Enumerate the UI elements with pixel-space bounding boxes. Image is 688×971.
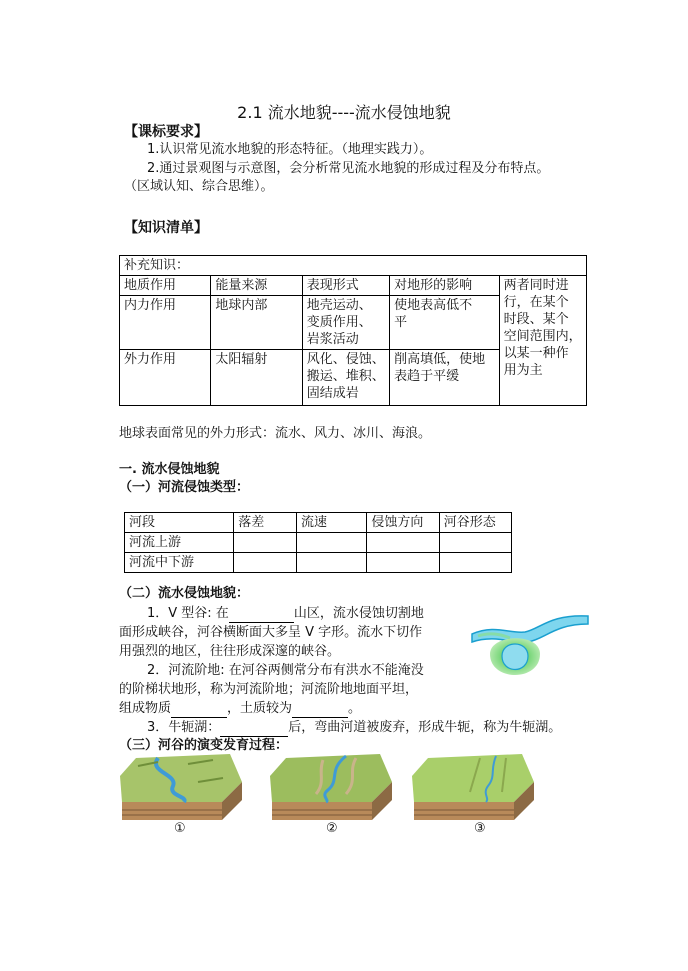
requirement-1: 1.认识常见流水地貌的形态特征。（地理实践力）。 (147, 142, 433, 157)
blank-field[interactable] (220, 722, 288, 737)
table-caption: 补充知识： (120, 256, 587, 276)
erosion-types-table (124, 512, 512, 573)
header-cell: 地质作用 (120, 276, 211, 296)
table-row: 内力作用 地球内部 地壳运动、 变质作用、 岩浆活动 使地表高低不 平 (120, 296, 587, 350)
table-row: 河流上游 (125, 533, 512, 553)
valley-stage-1-image (118, 752, 243, 822)
header-cell: 表现形式 (302, 276, 389, 296)
v-valley-line-2: 面形成峡谷，河谷横断面大多呈 V 字形。流水下切作 (119, 625, 423, 640)
terrace-line-1: 2．河流阶地: 在河谷两侧常分布有洪水不能淹没 (147, 663, 424, 678)
figure-label-2: ② (326, 821, 338, 836)
table-row: 外力作用 太阳辐射 风化、侵蚀、 搬运、堆积、 固结成岩 削高填低，使地 表趋于平缓 (120, 350, 587, 406)
erosion-types-heading: （一）河流侵蚀类型： (119, 480, 250, 495)
header-cell: 对地形的影响 (390, 276, 499, 296)
supplementary-knowledge-table (119, 255, 587, 406)
course-requirements-heading: 【课标要求】 (124, 124, 208, 140)
v-valley-line-3: 用强烈的地区，往往形成深邃的峡谷。 (119, 644, 341, 659)
valley-stage-3-image (410, 752, 535, 822)
header-cell: 能量来源 (211, 276, 302, 296)
answer-cell[interactable] (297, 553, 367, 573)
blank-field[interactable] (171, 703, 227, 718)
header-cell: 侵蚀方向 (367, 513, 439, 533)
erosion-landforms-heading: （二）流水侵蚀地貌： (119, 586, 250, 601)
header-cell: 河段 (125, 513, 234, 533)
knowledge-list-heading: 【知识清单】 (124, 220, 208, 236)
external-forces-text: 地球表面常见的外力形式：流水、风力、冰川、海浪。 (119, 426, 432, 441)
oxbow-line: 3．牛轭湖： 后，弯曲河道被废弃，形成牛轭，称为牛轭湖。 (147, 720, 562, 735)
page-title: 2.1 流水地貌----流水侵蚀地貌 (237, 103, 451, 122)
answer-cell[interactable] (367, 553, 439, 573)
answer-cell[interactable] (234, 533, 297, 553)
requirement-2: 2.通过景观图与示意图，会分析常见流水地貌的形成过程及分布特点。 (147, 161, 550, 176)
table-row: 河流中下游 (125, 553, 512, 573)
blank-field[interactable] (292, 703, 348, 718)
answer-cell[interactable] (234, 553, 297, 573)
header-cell: 流速 (297, 513, 367, 533)
answer-cell[interactable] (297, 533, 367, 553)
terrace-line-2: 的阶梯状地形，称为河流阶地；河流阶地地面平坦， (119, 682, 419, 697)
header-cell: 河谷形态 (439, 513, 511, 533)
side-note: 两者同时进 行，在某个 时段、某个 空间范围内， 以某一种作 用为主 (499, 276, 586, 406)
valley-stage-2-image (268, 752, 393, 822)
part1-heading: 一. 流水侵蚀地貌 (119, 462, 220, 477)
figure-label-1: ① (174, 821, 186, 836)
terrace-line-3: 组成物质 ，土质较为 。 (119, 701, 362, 716)
header-cell: 落差 (234, 513, 297, 533)
answer-cell[interactable] (367, 533, 439, 553)
answer-cell[interactable] (439, 533, 511, 553)
valley-evolution-heading: （三）河谷的演变发育过程： (119, 738, 289, 753)
answer-cell[interactable] (439, 553, 511, 573)
requirement-2-continued: （区域认知、综合思维）。 (124, 179, 274, 194)
blank-field[interactable] (229, 608, 294, 623)
v-valley-line-1: 1．V 型谷: 在 山区，流水侵蚀切割地 (147, 606, 424, 621)
oxbow-lake-illustration (470, 604, 590, 684)
figure-label-3: ③ (474, 821, 486, 836)
